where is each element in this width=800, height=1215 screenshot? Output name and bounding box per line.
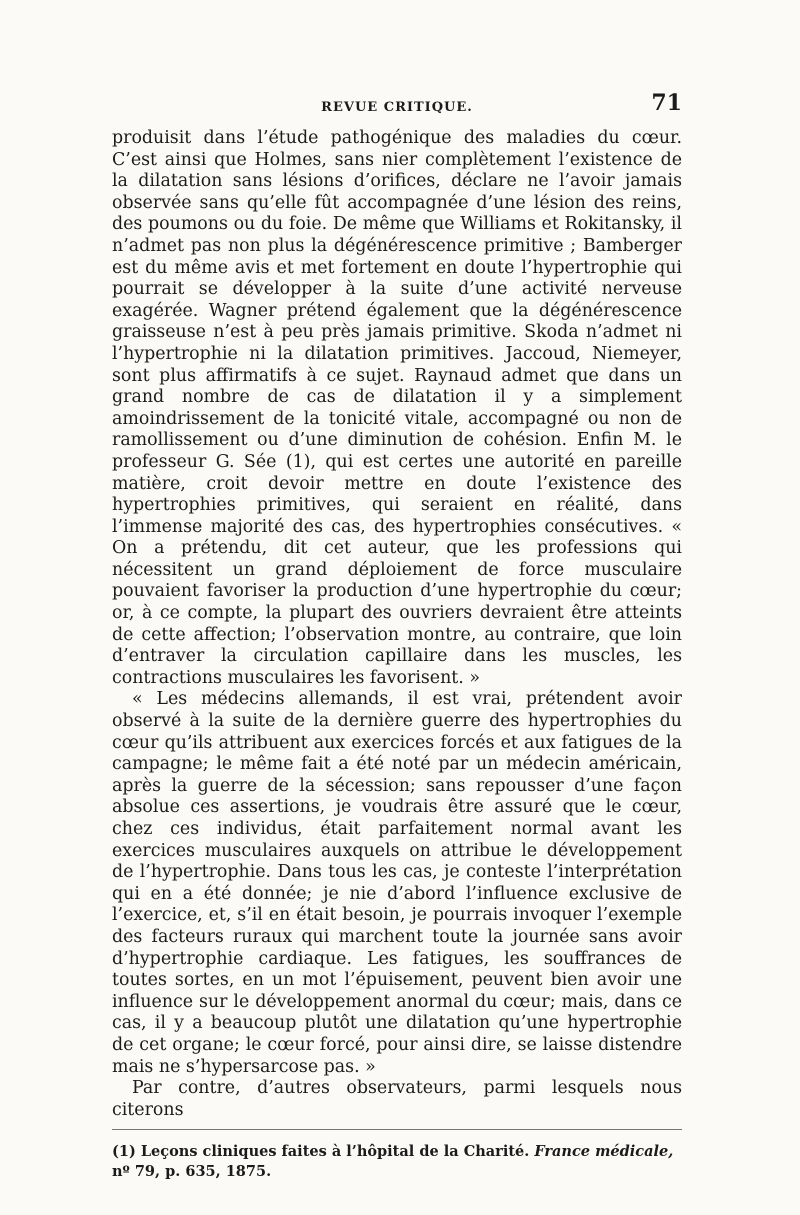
body-paragraph-3: Par contre, d’autres observateurs, parmi lesquels nous citerons [112, 1078, 682, 1120]
footnote-text-after: nº 79, p. 635, 1875. [112, 1163, 272, 1181]
footnote-text-before: (1) Leçons cliniques faites à l’hôpital de la Charité. [112, 1143, 535, 1161]
body-paragraph-1: produisit dans l’étude pathogénique des maladies du cœur. C’est ainsi que Holmes, sans nier complètement l’existence de la dilatation sans lésions d’orifices, déclare ne l’avoir jamais observée sans qu’elle fût accompagnée d’une lésion des reins, des poumons ou du foie. De même que Williams et Rokitansky, il n’admet pas non plus la dégénérescence primitive ; Bamberger est du même avis et met fortement en doute l’hypertrophie qui pourrait se développer à la suite d’une activité nerveuse exagérée. Wagner prétend également que la dégénérescence graisseuse n’est à peu près jamais primitive. Skoda n’admet ni l’hypertrophie ni la dilatation primitives. Jaccoud, Niemeyer, sont plus affirmatifs à ce sujet. Raynaud admet que dans un grand nombre de cas de dilatation il y a simplement amoindrissement de la tonicité vitale, accompagné ou non de ramollissement ou d’une diminution de cohésion. Enfin M. le professeur G. Sée (1), qui est certes une autorité en pareille matière, croit devoir mettre en doute l’existence des hypertrophies primitives, qui seraient en réalité, dans l’immense majorité des cas, des hypertrophies consécutives. « On a prétendu, dit cet auteur, que les professions qui nécessitent un grand déploiement de force musculaire pouvaient favoriser la production d’une hypertrophie du cœur; or, à ce compte, la plupart des ouvriers devraient être atteints de cette affection; l’observation montre, au contraire, que loin d’entraver la circulation capillaire dans les muscles, les contractions musculaires les favorisent. » [112, 128, 682, 688]
body-paragraph-2: « Les médecins allemands, il est vrai, prétendent avoir observé à la suite de la dernière guerre des hypertrophies du cœur qu’ils attribuent aux exercices forcés et aux fatigues de la campagne; le même fait a été noté par un médecin américain, après la guerre de la sécession; sans repousser d’une façon absolue ces assertions, je voudrais être assuré que le cœur, chez ces individus, était parfaitement normal avant les exercices musculaires auxquels on attribue le développement de l’hypertrophie. Dans tous les cas, je conteste l’interprétation qui en a été donnée; je nie d’abord l’influence exclusive de l’exercice, et, s’il en était besoin, je pourrais invoquer l’exemple des facteurs ruraux qui marchent toute la journée sans avoir d’hypertrophie cardiaque. Les fatigues, les souffrances de toutes sortes, en un mot l’épuisement, peuvent bien avoir une influence sur le développement anormal du cœur; mais, dans ce cas, il y a beaucoup plutôt une dilatation qu’une hypertrophie de cet organe; le cœur forcé, pour ainsi dire, se laisse distendre mais ne s’hypersarcose pas. » [112, 689, 682, 1077]
body-text [112, 128, 682, 1121]
footnote-journal-title: France médicale, [534, 1143, 674, 1161]
footnote [112, 1142, 682, 1182]
document-page [112, 88, 682, 1182]
running-title: REVUE CRITIQUE. [321, 100, 473, 115]
footnote-divider [112, 1129, 682, 1130]
footnote-1 [112, 1142, 682, 1182]
running-header [112, 88, 682, 128]
page-number: 71 [651, 90, 682, 116]
